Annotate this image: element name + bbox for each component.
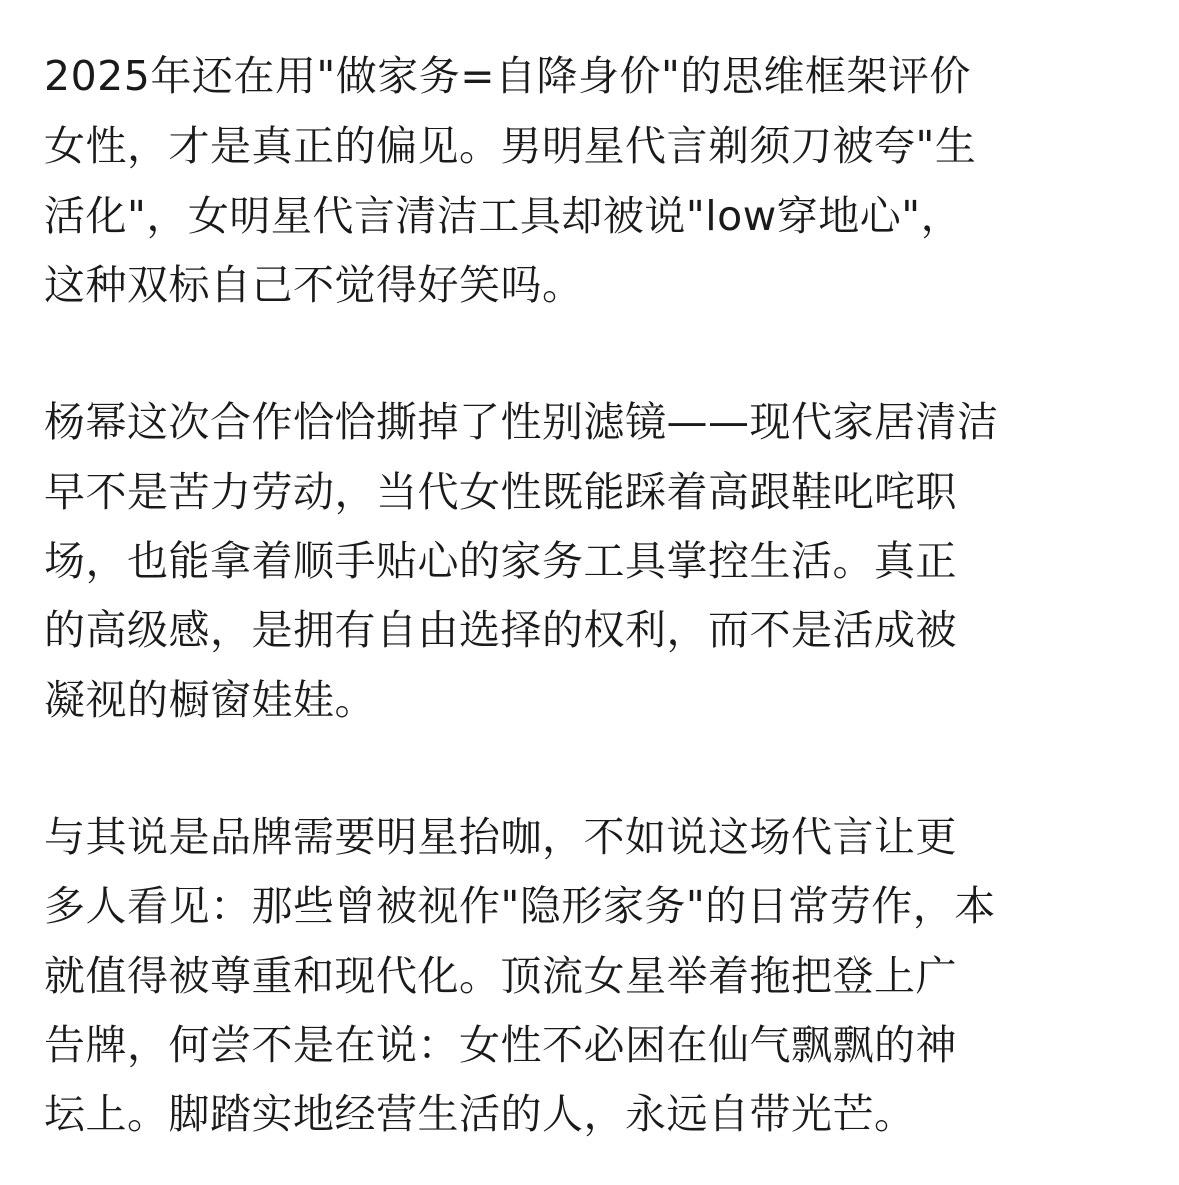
text-line: 2025年还在用"做家务=自降身价"的思维框架评价	[44, 52, 971, 100]
text-line: 杨幂这次合作恰恰撕掉了性别滤镜——现代家居清洁	[44, 398, 999, 446]
text-line: 凝视的橱窗娃娃。	[44, 676, 376, 724]
text-line: 场，也能拿着顺手贴心的家务工具掌控生活。真正	[44, 537, 957, 585]
text-line: 这种双标自己不觉得好笑吗。	[44, 261, 584, 309]
text-line: 与其说是品牌需要明星抬咖，不如说这场代言让更	[44, 813, 957, 861]
text-line: 多人看见：那些曾被视作"隐形家务"的日常劳作，本	[44, 882, 996, 930]
text-line: 告牌，何尝不是在说：女性不必困在仙气飘飘的神	[44, 1021, 957, 1069]
text-line: 活化"，女明星代言清洁工具却被说"low穿地心"，	[44, 192, 963, 240]
text-line: 的高级感，是拥有自由选择的权利，而不是活成被	[44, 606, 957, 654]
text-line: 就值得被尊重和现代化。顶流女星举着拖把登上广	[44, 952, 957, 1000]
text-line: 早不是苦力劳动，当代女性既能踩着高跟鞋叱咤职	[44, 468, 957, 516]
text-line: 坛上。脚踏实地经营生活的人，永远自带光芒。	[44, 1090, 916, 1138]
text-line: 女性，才是真正的偏见。男明星代言剃须刀被夸"生	[44, 122, 977, 170]
